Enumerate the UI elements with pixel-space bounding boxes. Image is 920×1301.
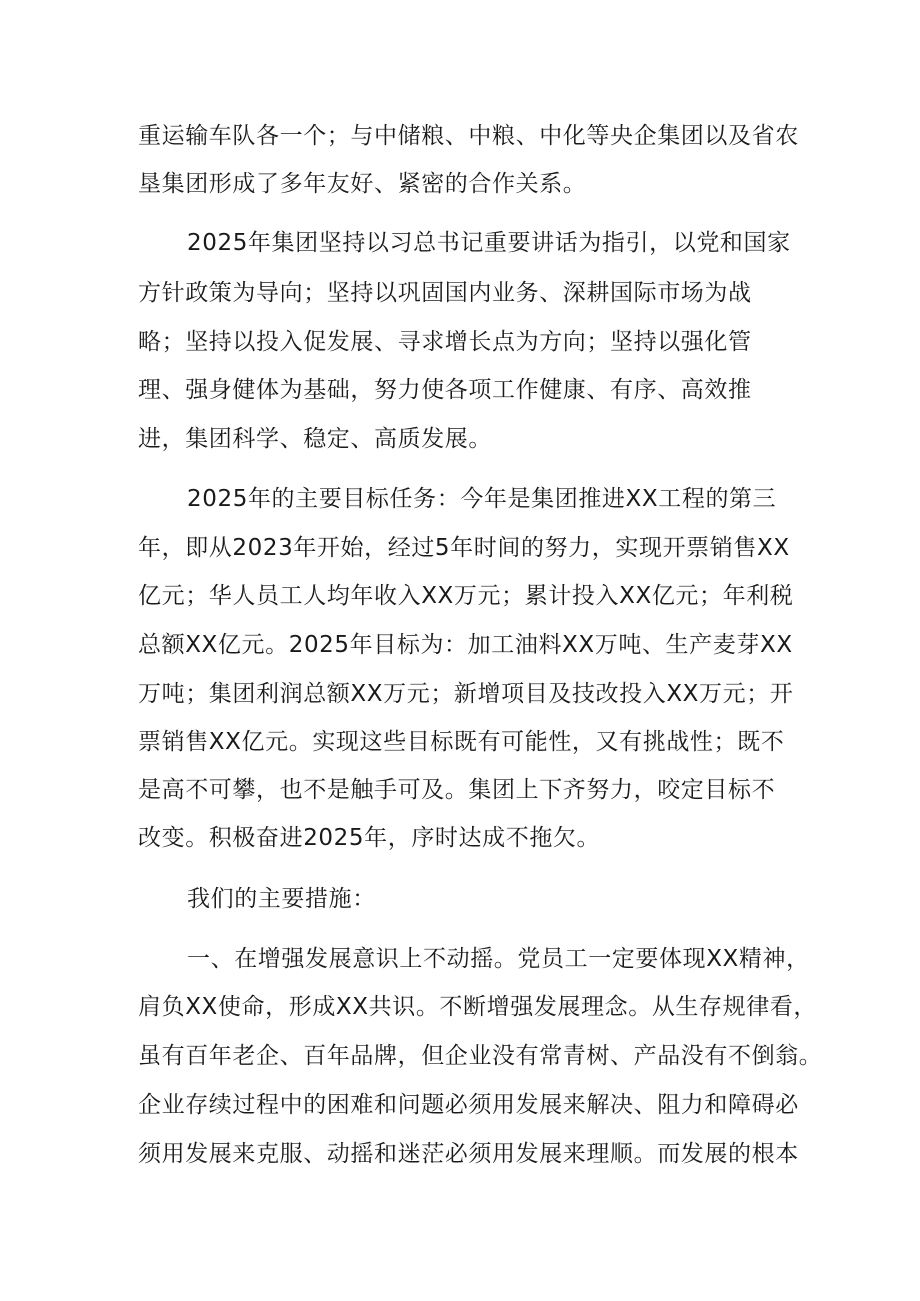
paragraph-line: 肩负XX使命，形成XX共识。不断增强发展理念。从生存规律看， xyxy=(138,994,818,1020)
paragraph-line: 虽有百年老企、百年品牌，但企业没有常青树、产品没有不倒翁。 xyxy=(138,1043,823,1069)
paragraph-line: 2025年的主要目标任务：今年是集团推进XX工程的第三 xyxy=(187,486,777,512)
paragraph-line: 年，即从2023年开始，经过5年时间的努力，实现开票销售XX xyxy=(138,535,790,561)
paragraph-line: 略；坚持以投入促发展、寻求增长点为方向；坚持以强化管 xyxy=(138,329,752,355)
paragraph-line: 垦集团形成了多年友好、紧密的合作关系。 xyxy=(138,171,587,197)
paragraph-line: 总额XX亿元。2025年目标为：加工油料XX万吨、生产麦芽XX xyxy=(138,632,793,658)
paragraph-line: 进，集团科学、稳定、高质发展。 xyxy=(138,426,492,452)
paragraph-line: 万吨；集团利润总额XX万元；新增项目及技改投入XX万元；开 xyxy=(138,681,794,707)
paragraph-line: 方针政策为导向；坚持以巩固国内业务、深耕国际市场为战 xyxy=(138,280,752,306)
paragraph-line: 企业存续过程中的困难和问题必须用发展来解决、阻力和障碍必 xyxy=(138,1092,799,1118)
paragraph-line: 重运输车队各一个；与中储粮、中粮、中化等央企集团以及省农 xyxy=(138,123,799,149)
paragraph-line: 理、强身健体为基础，努力使各项工作健康、有序、高效推 xyxy=(138,377,752,403)
paragraph-line: 票销售XX亿元。实现这些目标既有可能性，又有挑战性；既不 xyxy=(138,729,785,755)
paragraph-line: 亿元；华人员工人均年收入XX万元；累计投入XX亿元；年利税 xyxy=(138,583,794,609)
paragraph-line: 是高不可攀，也不是触手可及。集团上下齐努力，咬定目标不 xyxy=(138,777,776,803)
paragraph-line: 2025年集团坚持以习总书记重要讲话为指引，以党和国家 xyxy=(187,230,791,256)
section-heading: 我们的主要措施： xyxy=(187,886,376,912)
paragraph-line: 改变。积极奋进2025年，序时达成不拖欠。 xyxy=(138,825,601,851)
paragraph-line: 一、在增强发展意识上不动摇。党员工一定要体现XX精神， xyxy=(187,946,810,972)
paragraph-line: 须用发展来克服、动摇和迷茫必须用发展来理顺。而发展的根本 xyxy=(138,1141,799,1167)
